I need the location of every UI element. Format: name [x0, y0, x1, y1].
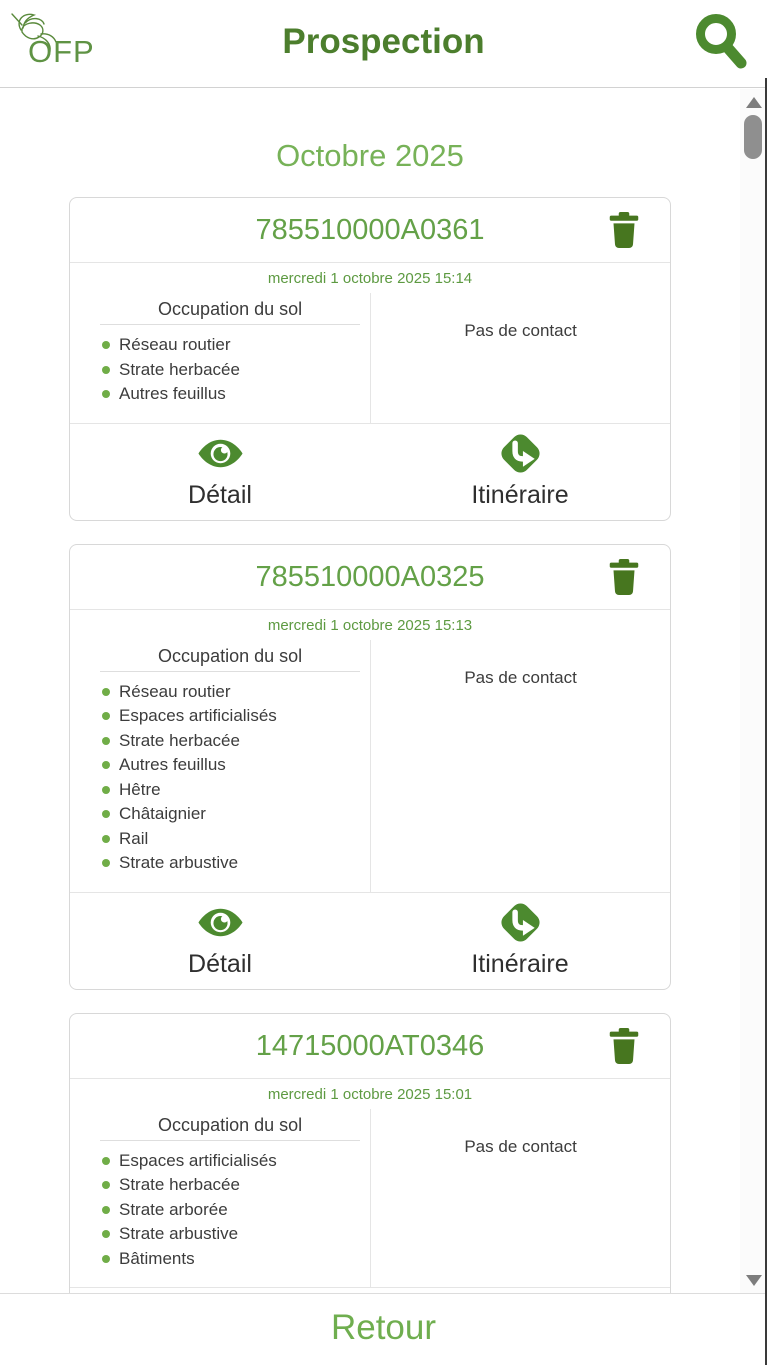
- card-id: 785510000A0325: [255, 560, 485, 593]
- card-id: 14715000AT0346: [255, 1029, 485, 1062]
- back-button[interactable]: Retour: [325, 1307, 442, 1349]
- month-heading: Octobre 2025: [276, 138, 464, 173]
- itinerary-label: Itinéraire: [471, 949, 569, 978]
- itinerary-label: Itinéraire: [471, 480, 569, 509]
- detail-label: Détail: [188, 949, 252, 978]
- occupation-item: Rail: [100, 827, 360, 852]
- contact-status: Pas de contact: [464, 667, 577, 687]
- occupation-item: Bâtiments: [100, 1247, 360, 1272]
- directions-arrow-icon: [497, 430, 544, 477]
- occupation-item: Autres feuillus: [100, 382, 360, 407]
- prospection-card: [69, 544, 671, 990]
- occupation-column: [70, 293, 371, 423]
- card-body: [70, 640, 670, 892]
- contact-status: Pas de contact: [464, 321, 577, 340]
- occupation-item: Strate arbustive: [100, 1222, 360, 1247]
- delete-button[interactable]: [604, 1026, 644, 1068]
- card-header: [70, 1014, 670, 1078]
- card-header: [70, 545, 670, 609]
- card-id: 785510000A0361: [255, 214, 485, 246]
- detail-button[interactable]: [70, 899, 370, 979]
- search-button[interactable]: [687, 8, 753, 78]
- occupation-title: Occupation du sol: [100, 299, 360, 325]
- occupation-item: Strate arbustive: [100, 851, 360, 876]
- occupation-column: [70, 1109, 371, 1288]
- card-list: [0, 89, 740, 1365]
- occupation-item: Réseau routier: [100, 333, 360, 358]
- page-title: Prospection: [282, 22, 485, 61]
- trash-icon: [606, 210, 642, 250]
- magnifier-icon: [689, 9, 751, 75]
- occupation-item: Strate arborée: [100, 1198, 360, 1223]
- occupation-item: Strate herbacée: [100, 729, 360, 754]
- itinerary-button[interactable]: [370, 899, 670, 979]
- scroll-down-arrow-icon[interactable]: [746, 1275, 762, 1286]
- detail-label: Détail: [188, 480, 252, 509]
- card-date: mercredi 1 octobre 2025 15:01: [267, 1085, 473, 1103]
- occupation-item: Hêtre: [100, 778, 360, 803]
- card-actions: [70, 892, 670, 989]
- occupation-list: [100, 1149, 360, 1272]
- card-actions: [70, 423, 670, 520]
- delete-button[interactable]: [604, 210, 644, 252]
- card-date: mercredi 1 octobre 2025 15:13: [267, 616, 473, 634]
- contact-status: Pas de contact: [464, 1136, 577, 1156]
- card-date: mercredi 1 octobre 2025 15:14: [267, 270, 473, 287]
- app-header: [0, 0, 767, 88]
- trash-icon: [606, 1026, 642, 1066]
- occupation-title: Occupation du sol: [100, 1115, 360, 1141]
- trash-icon: [606, 557, 642, 597]
- detail-button[interactable]: [70, 430, 370, 510]
- directions-arrow-icon: [497, 899, 544, 946]
- occupation-item: Strate herbacée: [100, 1173, 360, 1198]
- scroll-up-arrow-icon[interactable]: [746, 97, 762, 108]
- occupation-item: Réseau routier: [100, 680, 360, 705]
- occupation-item: Espaces artificialisés: [100, 1149, 360, 1174]
- scrollbar-thumb[interactable]: [744, 115, 762, 159]
- eye-icon: [197, 430, 244, 477]
- delete-button[interactable]: [604, 557, 644, 599]
- occupation-item: Châtaignier: [100, 802, 360, 827]
- logo-text: OFP: [28, 34, 95, 69]
- occupation-list: [100, 333, 360, 407]
- scrollbar[interactable]: [740, 89, 767, 1293]
- occupation-title: Occupation du sol: [100, 646, 360, 672]
- occupation-column: [70, 640, 371, 892]
- card-header: [70, 198, 670, 262]
- card-body: [70, 293, 670, 423]
- itinerary-button[interactable]: [370, 430, 670, 510]
- occupation-item: Autres feuillus: [100, 753, 360, 778]
- card-body: [70, 1109, 670, 1288]
- occupation-item: Espaces artificialisés: [100, 704, 360, 729]
- prospection-card: [69, 197, 671, 521]
- occupation-list: [100, 680, 360, 876]
- bottom-bar: [0, 1293, 767, 1365]
- eye-icon: [197, 899, 244, 946]
- occupation-item: Strate herbacée: [100, 358, 360, 383]
